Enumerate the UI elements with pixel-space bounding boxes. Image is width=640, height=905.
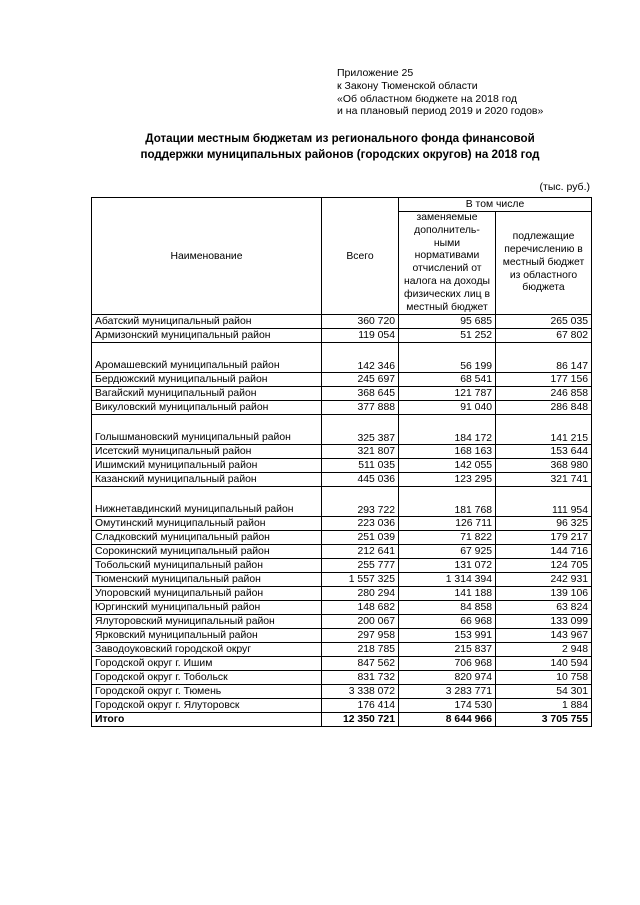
cell-name: Ярковский муниципальный район xyxy=(92,629,322,643)
appendix-line: к Закону Тюменской области xyxy=(337,79,478,92)
cell-replaced: 123 295 xyxy=(399,473,496,487)
cell-total: 325 387 xyxy=(322,415,399,445)
cell-name: Городской округ г. Ишим xyxy=(92,657,322,671)
units-note: (тыс. руб.) xyxy=(539,181,590,193)
table-row xyxy=(92,415,592,445)
cell-total: 200 067 xyxy=(322,615,399,629)
table-row xyxy=(92,685,592,699)
cell-name: Исетский муниципальный район xyxy=(92,445,322,459)
table-row xyxy=(92,657,592,671)
cell-name: Омутинский муниципальный район xyxy=(92,517,322,531)
cell-replaced: 168 163 xyxy=(399,445,496,459)
table-row xyxy=(92,587,592,601)
cell-name: Аромашевский муниципальный район xyxy=(92,343,322,373)
table-row xyxy=(92,487,592,517)
budget-table xyxy=(91,197,592,727)
cell-replaced: 3 283 771 xyxy=(399,685,496,699)
header-total: Всего xyxy=(322,198,399,315)
header-name: Наименование xyxy=(92,198,322,315)
cell-total: 3 338 072 xyxy=(322,685,399,699)
header-transfer: подлежащие перечислению в местный бюджет из областного бюджета xyxy=(496,212,592,315)
table-row xyxy=(92,315,592,329)
table-row xyxy=(92,615,592,629)
cell-name: Нижнетавдинский муниципальный район xyxy=(92,487,322,517)
table-row xyxy=(92,699,592,713)
cell-name: Викуловский муниципальный район xyxy=(92,401,322,415)
table-row xyxy=(92,459,592,473)
table-row xyxy=(92,601,592,615)
cell-total: 12 350 721 xyxy=(322,713,399,727)
cell-total: 847 562 xyxy=(322,657,399,671)
cell-total: 148 682 xyxy=(322,601,399,615)
cell-replaced: 67 925 xyxy=(399,545,496,559)
cell-transfer: 2 948 xyxy=(496,643,592,657)
cell-replaced: 820 974 xyxy=(399,671,496,685)
table-row xyxy=(92,401,592,415)
cell-name: Сорокинский муниципальный район xyxy=(92,545,322,559)
cell-name: Армизонский муниципальный район xyxy=(92,329,322,343)
cell-total: 255 777 xyxy=(322,559,399,573)
table-row xyxy=(92,445,592,459)
appendix-line: Приложение 25 xyxy=(337,67,414,79)
cell-transfer: 54 301 xyxy=(496,685,592,699)
cell-total: 831 732 xyxy=(322,671,399,685)
cell-total: 368 645 xyxy=(322,387,399,401)
cell-name: Упоровский муниципальный район xyxy=(92,587,322,601)
cell-replaced: 51 252 xyxy=(399,329,496,343)
cell-total: 445 036 xyxy=(322,473,399,487)
cell-replaced: 126 711 xyxy=(399,517,496,531)
table-row xyxy=(92,671,592,685)
document-title xyxy=(90,131,590,162)
table-row xyxy=(92,473,592,487)
cell-name: Городской округ г. Тюмень xyxy=(92,685,322,699)
cell-replaced: 95 685 xyxy=(399,315,496,329)
cell-replaced: 706 968 xyxy=(399,657,496,671)
cell-total: 280 294 xyxy=(322,587,399,601)
cell-total: 176 414 xyxy=(322,699,399,713)
cell-total: 218 785 xyxy=(322,643,399,657)
cell-transfer: 141 215 xyxy=(496,415,592,445)
cell-transfer: 144 716 xyxy=(496,545,592,559)
cell-name: Ялуторовский муниципальный район xyxy=(92,615,322,629)
cell-replaced: 56 199 xyxy=(399,343,496,373)
cell-transfer: 63 824 xyxy=(496,601,592,615)
cell-transfer: 10 758 xyxy=(496,671,592,685)
cell-name: Абатский муниципальный район xyxy=(92,315,322,329)
cell-transfer: 143 967 xyxy=(496,629,592,643)
cell-transfer: 368 980 xyxy=(496,459,592,473)
table-row xyxy=(92,373,592,387)
cell-transfer: 139 106 xyxy=(496,587,592,601)
cell-replaced: 215 837 xyxy=(399,643,496,657)
cell-transfer: 133 099 xyxy=(496,615,592,629)
cell-transfer: 111 954 xyxy=(496,487,592,517)
cell-name: Голышмановский муниципальный район xyxy=(92,415,322,445)
cell-name: Вагайский муниципальный район xyxy=(92,387,322,401)
cell-transfer: 1 884 xyxy=(496,699,592,713)
title-line-1: Дотации местным бюджетам из регионального фонда финансовой xyxy=(145,132,535,145)
table-row xyxy=(92,559,592,573)
cell-replaced: 91 040 xyxy=(399,401,496,415)
cell-total: 212 641 xyxy=(322,545,399,559)
cell-replaced: 184 172 xyxy=(399,415,496,445)
total-row xyxy=(92,713,592,727)
table-row xyxy=(92,387,592,401)
cell-name: Бердюжский муниципальный район xyxy=(92,373,322,387)
table-row xyxy=(92,573,592,587)
cell-name: Сладковский муниципальный район xyxy=(92,531,322,545)
appendix-note xyxy=(337,67,543,118)
cell-transfer: 246 858 xyxy=(496,387,592,401)
cell-replaced: 68 541 xyxy=(399,373,496,387)
appendix-line: «Об областном бюджете на 2018 год xyxy=(337,92,518,105)
cell-replaced: 1 314 394 xyxy=(399,573,496,587)
cell-total: 142 346 xyxy=(322,343,399,373)
cell-total: 377 888 xyxy=(322,401,399,415)
cell-name: Тюменский муниципальный район xyxy=(92,573,322,587)
cell-name: Городской округ г. Ялуторовск xyxy=(92,699,322,713)
cell-transfer: 179 217 xyxy=(496,531,592,545)
cell-transfer: 321 741 xyxy=(496,473,592,487)
cell-transfer: 265 035 xyxy=(496,315,592,329)
cell-total: 251 039 xyxy=(322,531,399,545)
cell-replaced: 121 787 xyxy=(399,387,496,401)
cell-name: Тобольский муниципальный район xyxy=(92,559,322,573)
cell-transfer: 86 147 xyxy=(496,343,592,373)
table-row xyxy=(92,343,592,373)
table-row xyxy=(92,517,592,531)
cell-transfer: 3 705 755 xyxy=(496,713,592,727)
cell-replaced: 8 644 966 xyxy=(399,713,496,727)
cell-replaced: 142 055 xyxy=(399,459,496,473)
cell-total: 245 697 xyxy=(322,373,399,387)
cell-replaced: 66 968 xyxy=(399,615,496,629)
cell-total: 297 958 xyxy=(322,629,399,643)
cell-name: Казанский муниципальный район xyxy=(92,473,322,487)
table-row xyxy=(92,629,592,643)
cell-name: Юргинский муниципальный район xyxy=(92,601,322,615)
table-row xyxy=(92,545,592,559)
cell-transfer: 124 705 xyxy=(496,559,592,573)
cell-total: 511 035 xyxy=(322,459,399,473)
cell-name: Городской округ г. Тобольск xyxy=(92,671,322,685)
table-row xyxy=(92,643,592,657)
cell-total: 321 807 xyxy=(322,445,399,459)
cell-total: 119 054 xyxy=(322,329,399,343)
cell-transfer: 286 848 xyxy=(496,401,592,415)
header-including: В том числе xyxy=(399,198,592,212)
cell-replaced: 84 858 xyxy=(399,601,496,615)
cell-replaced: 181 768 xyxy=(399,487,496,517)
cell-replaced: 71 822 xyxy=(399,531,496,545)
cell-replaced: 174 530 xyxy=(399,699,496,713)
cell-replaced: 141 188 xyxy=(399,587,496,601)
cell-replaced: 131 072 xyxy=(399,559,496,573)
cell-transfer: 153 644 xyxy=(496,445,592,459)
cell-transfer: 96 325 xyxy=(496,517,592,531)
cell-total: 360 720 xyxy=(322,315,399,329)
cell-name: Ишимский муниципальный район xyxy=(92,459,322,473)
title-line-2: поддержки муниципальных районов (городских округов) на 2018 год xyxy=(140,147,540,161)
cell-total: 223 036 xyxy=(322,517,399,531)
cell-transfer: 242 931 xyxy=(496,573,592,587)
cell-total: 293 722 xyxy=(322,487,399,517)
cell-transfer: 140 594 xyxy=(496,657,592,671)
cell-total: 1 557 325 xyxy=(322,573,399,587)
table-row xyxy=(92,531,592,545)
table-body xyxy=(92,315,592,727)
cell-name: Заводоуковский городской округ xyxy=(92,643,322,657)
table-row xyxy=(92,329,592,343)
header-replaced: заменяемые дополнитель-ными нормативами отчислений от налога на доходы физических лиц в местный бюджет xyxy=(399,212,496,315)
appendix-line: и на плановый период 2019 и 2020 годов» xyxy=(337,105,544,118)
cell-name: Итого xyxy=(92,713,322,727)
cell-replaced: 153 991 xyxy=(399,629,496,643)
cell-transfer: 67 802 xyxy=(496,329,592,343)
cell-transfer: 177 156 xyxy=(496,373,592,387)
